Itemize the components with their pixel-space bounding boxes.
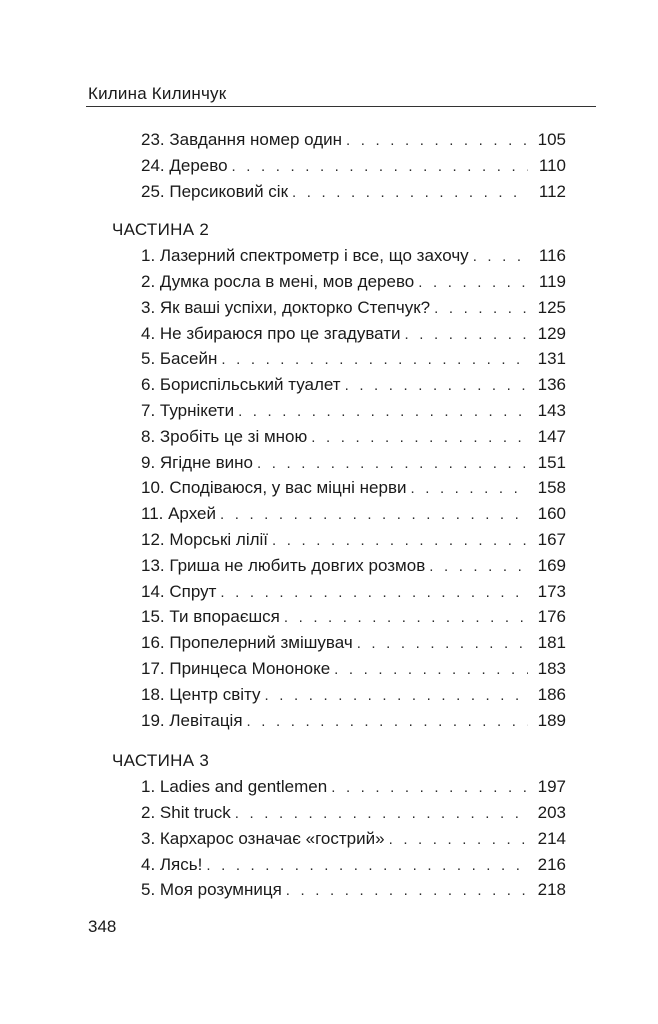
toc-entry-title: 12. Морські лілії <box>141 529 269 549</box>
toc-entry <box>141 656 566 682</box>
toc-entry-title: 24. Дерево <box>141 155 228 175</box>
dot-leader <box>429 554 528 580</box>
toc-entry <box>141 708 566 734</box>
toc-entry <box>141 346 566 372</box>
toc-entry-page: 143 <box>537 400 566 420</box>
toc-entry-title: 17. Принцеса Мононоке <box>141 658 331 678</box>
toc-entry-title: 4. Не збираюся про це згадувати <box>141 323 401 343</box>
toc-entry <box>141 877 566 903</box>
toc-entry-page: 167 <box>537 529 566 549</box>
dot-leader <box>265 683 528 709</box>
toc-entry-page: 189 <box>537 710 566 730</box>
toc-entry <box>141 372 566 398</box>
toc-entry <box>141 553 566 579</box>
toc-entry-title: 9. Ягідне вино <box>141 452 254 472</box>
toc-entry <box>141 475 566 501</box>
dot-leader <box>286 878 528 904</box>
dot-leader <box>235 801 528 827</box>
toc-entry-page: 131 <box>537 349 566 369</box>
dot-leader <box>331 775 528 801</box>
toc-entry-title: 7. Турнікети <box>141 400 235 420</box>
toc-entry <box>141 527 566 553</box>
dot-leader <box>473 244 528 270</box>
dot-leader <box>206 853 528 879</box>
toc-entry-page: 116 <box>538 246 566 266</box>
toc-entry-title: 4. Лясь! <box>141 854 203 874</box>
toc-entry-page: 119 <box>538 271 566 291</box>
toc-entry-title: 15. Ти впораєшся <box>141 607 280 627</box>
dot-leader <box>389 827 528 853</box>
toc-entry <box>141 774 566 800</box>
table-of-contents <box>0 127 658 903</box>
dot-leader <box>292 180 528 206</box>
toc-entry <box>141 800 566 826</box>
dot-leader <box>272 528 528 554</box>
toc-entry <box>141 604 566 630</box>
toc-entry-page: 214 <box>537 828 566 848</box>
dot-leader <box>311 425 528 451</box>
toc-entry-page: 151 <box>537 452 566 472</box>
toc-entry-page: 105 <box>537 130 566 149</box>
dot-leader <box>410 476 528 502</box>
toc-entry-title: 3. Кархарос означає «гострий» <box>141 828 385 848</box>
toc-entry-page: 169 <box>537 555 566 575</box>
toc-entry-page: 218 <box>537 880 566 900</box>
toc-entry <box>141 269 566 295</box>
dot-leader <box>357 631 528 657</box>
toc-entry-title: 6. Бориспільський туалет <box>141 375 341 395</box>
toc-entry-page: 203 <box>537 802 566 822</box>
toc-entry-title: 1. Ladies and gentlemen <box>141 777 328 797</box>
part-heading: ЧАСТИНА 2 <box>112 220 210 240</box>
toc-entry-page: 173 <box>537 581 566 601</box>
running-head-author: Килина Килинчук <box>88 84 227 103</box>
toc-entry <box>141 127 566 153</box>
toc-entry-page: 176 <box>537 607 566 627</box>
dot-leader <box>434 296 528 322</box>
toc-entry <box>141 153 566 179</box>
page-number: 348 <box>88 917 117 936</box>
toc-entry-page: 158 <box>537 478 566 498</box>
toc-entry-page: 216 <box>537 854 566 874</box>
dot-leader <box>238 399 528 425</box>
toc-entry-title: 25. Персиковий сік <box>141 181 289 201</box>
toc-entry-title: 3. Як ваші успіхи, докторко Степчук? <box>141 297 431 317</box>
toc-entry <box>141 630 566 656</box>
toc-entry-page: 136 <box>537 375 566 395</box>
toc-entry-page: 181 <box>537 633 566 653</box>
dot-leader <box>220 580 528 606</box>
toc-entry-page: 160 <box>537 504 566 524</box>
header-rule <box>86 106 596 107</box>
dot-leader <box>220 502 528 528</box>
toc-entry <box>141 450 566 476</box>
toc-entry <box>141 295 566 321</box>
toc-entry-page: 186 <box>537 684 566 704</box>
toc-entry <box>141 321 566 347</box>
toc-entry-title: 10. Сподіваюся, у вас міцні нерви <box>141 478 407 498</box>
toc-entry-page: 125 <box>537 297 566 317</box>
toc-entry-page: 147 <box>537 426 566 446</box>
dot-leader <box>345 373 528 399</box>
dot-leader <box>221 347 528 373</box>
toc-entry-title: 23. Завдання номер один <box>141 130 343 149</box>
toc-entry <box>141 179 566 205</box>
toc-entry <box>141 501 566 527</box>
dot-leader <box>247 709 528 735</box>
dot-leader <box>405 322 528 348</box>
toc-entry-title: 14. Спрут <box>141 581 217 601</box>
toc-entry-title: 11. Архей <box>141 504 216 524</box>
dot-leader <box>346 128 528 154</box>
dot-leader <box>334 657 528 683</box>
toc-entry-title: 8. Зробіть це зі мною <box>141 426 308 446</box>
toc-entry-page: 129 <box>537 323 566 343</box>
toc-entry <box>141 852 566 878</box>
toc-entry-title: 16. Пропелерний змішувач <box>141 633 353 653</box>
toc-entry-title: 5. Моя розумниця <box>141 880 282 900</box>
toc-entry-page: 183 <box>537 658 566 678</box>
toc-entry <box>141 826 566 852</box>
dot-leader <box>232 154 528 180</box>
toc-entry-page: 112 <box>538 181 566 201</box>
toc-entry <box>141 398 566 424</box>
toc-entry-page: 197 <box>537 777 566 797</box>
toc-entry-title: 5. Басейн <box>141 349 218 369</box>
toc-entry-title: 2. Shit truck <box>141 802 231 822</box>
toc-entry-title: 13. Гриша не любить довгих розмов <box>141 555 426 575</box>
toc-entry-page: 110 <box>538 155 566 175</box>
part-heading: ЧАСТИНА 3 <box>112 751 210 771</box>
dot-leader <box>257 451 528 477</box>
toc-entry-title: 1. Лазерний спектрометр і все, що захочу <box>141 246 469 266</box>
toc-entry <box>141 424 566 450</box>
toc-entry <box>141 682 566 708</box>
toc-entry-title: 19. Левітація <box>141 710 243 730</box>
toc-entry <box>141 243 566 269</box>
toc-entry-title: 2. Думка росла в мені, мов дерево <box>141 271 415 291</box>
dot-leader <box>284 605 528 631</box>
toc-entry <box>141 579 566 605</box>
dot-leader <box>418 270 528 296</box>
toc-entry-title: 18. Центр світу <box>141 684 261 704</box>
